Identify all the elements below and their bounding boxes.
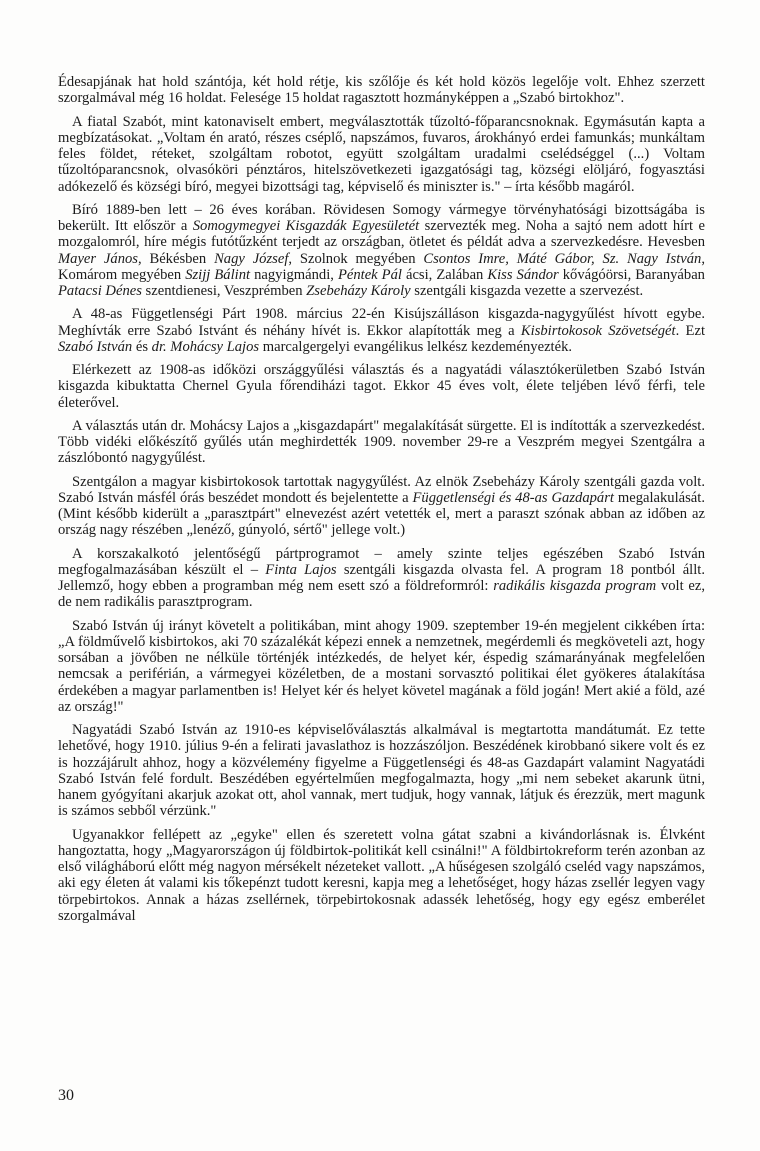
italic-text: radikális kisgazda program <box>493 578 657 594</box>
text-run: megalakulását. (Mint később kiderült a „parasztpárt" elnevezést azért vetették el, mert a paraszt szónak abban az időben az ország nagy részében „lenéző, gúnyoló, sértő" jellege volt.) <box>58 489 705 539</box>
paragraph <box>58 306 705 355</box>
text-run: kővágóörsi, Baranyában <box>558 266 705 283</box>
italic-text: Finta Lajos <box>265 561 337 578</box>
italic-text: Mayer János <box>58 250 138 267</box>
italic-text: Függetlenségi és 48-as Gazdapárt <box>412 489 614 506</box>
text-run: A 48-as Függetlenségi Párt 1908. március 22-én Kisújszálláson kisgazda-nagygyűlést hívott egybe. Meghívták erre Szabó Istvánt és néhány hívét is. Ekkor alapították meg a <box>58 306 705 339</box>
italic-text: Nagy József <box>214 250 289 267</box>
paragraph <box>58 722 705 820</box>
text-run: Nagyatádi Szabó István az 1910-es képviselőválasztás alkalmával is megtartotta mandátumát. Ez tette lehetővé, hogy 1910. július 9-én a felirati javaslathoz is hozzászóljon. Beszédének kirobbanó sikere volt és ez is hozzájárult ahhoz, hogy a közvélemény figyelme a Függetlenségi és 48-as Gazdapárt valamint Nagyatádi Szabó István felé fordult. Beszédében egyértelműen megfogalmazta, hogy „mi nem sebeket akarunk ütni, hanem gyógyítani akarjuk azokat ott, ahol vannak, mert tudjuk, hogy vannak, látjuk és érezzük, mert magunk is számos sebből vérzünk." <box>58 722 705 820</box>
italic-text: Patacsi Dénes <box>58 283 142 299</box>
text-run: Szabó István új irányt követelt a politikában, mint ahogy 1909. szeptember 19-én megjelent cikkében írta: „A földművelő kisbirtokos, aki 70 százalékát képezi ennek a nemzetnek, megérdemli és megköveteli azt, hogy sorsában a jövőben ne nélküle történjék intézkedés, de helyet kér, éspedig számarányának megfelelően nemcsak a periférián, a vármegyei közéletben, de a mostani sorvasztó politikai élet gyökeres átalakítása érdekében a magyar parlamentben is! Helyet kér és helyet követel magának a föld jogán! Mert akié a föld, azé az ország!" <box>58 617 705 715</box>
italic-text: Zsebeházy Károly <box>306 283 411 299</box>
paragraph <box>58 74 705 107</box>
italic-text: dr. Mohácsy Lajos <box>151 338 260 355</box>
text-run: Elérkezett az 1908-as időközi országgyűlési választás és a nagyatádi választókerületben Szabó István kisgazda kibuktatta Chernel Gyula főrendiházi tagot. Ekkor 45 éves volt, élete teljében lévő férfi, tele életerővel. <box>58 362 705 411</box>
page-number: 30 <box>58 1087 74 1104</box>
text-run: szervezték meg. Noha a sajtó nem adott hírt e mozgalomról, híre mégis futótűzként terjedt az országban, ötletet és példát adva a szervezkedésre. Hevesben <box>58 218 705 251</box>
italic-text: Szabó István <box>58 338 133 355</box>
text-run: marcalgergelyi evangélikus lelkész kezdeményezték. <box>259 338 573 355</box>
italic-text: Somogymegyei Kisgazdák Egyesületét <box>192 218 420 234</box>
paragraph <box>58 362 705 411</box>
text-run: szentgáli kisgazda vezette a szervezést. <box>410 283 644 299</box>
paragraph <box>58 202 705 300</box>
italic-text: Csontos Imre, Máté Gábor, Sz. Nagy István <box>423 250 702 267</box>
italic-text: Szijj Bálint <box>185 266 251 283</box>
paragraph <box>58 618 705 716</box>
paragraph <box>58 546 705 611</box>
text-run: Édesapjának hat hold szántója, két hold rétje, kis szőlője és két hold közös legelője volt. Ehhez szerzett szorgalmával még 16 holdat. Felesége 15 holdat ragasztott hozmányképpen a „Szabó birtokhoz". <box>58 74 705 107</box>
italic-text: Kisbirtokosok Szövetségét <box>520 322 676 339</box>
text-run: , Komárom megyében <box>58 250 705 283</box>
paragraph <box>58 827 705 925</box>
text-run: és <box>132 338 152 355</box>
paragraph <box>58 114 705 195</box>
text-run: , Békésben <box>137 250 215 267</box>
text-run: A fiatal Szabót, mint katonaviselt embert, megválasztották tűzoltó-főparancsnoknak. Egymásután kapta a megbízatásokat. „Voltam én arató, részes cséplő, napszámos, fuvaros, árokhányó erdei famunkás; munkáltam feles földet, réteket, szolgáltam robotot, együtt szolgáltam uradalmi cselédséggel (...) Voltam tűzoltóparancsnok, olvasóköri pénztáros, hitelszövetkezeti igazgatósági tag, községi elöljáró, fogyasztási adókezelő és községi bíró, megyei bizottsági tag, képviselő és miniszter is." – írta később magáról. <box>58 113 705 195</box>
text-run: szentgáli kisgazda olvasta fel. A program 18 pontból állt. Jellemző, hogy ebben a programban még nem esett szó a földreformról: <box>58 561 705 594</box>
text-run: Ugyanakkor fellépett az „egyke" ellen és szeretett volna gátat szabni a kivándorlásnak is. Élvként hangoztatta, hogy „Magyarországon új földbirtok-politikát kell csinálni!" A földbirtokreform terén azonban az első világháború előtt még nagyon mérsékelt nézeteket vallott. „A hűségesen szolgáló cseléd vagy napszámos, aki egy életen át valami kis tőkepénzt tudott keresni, kapja meg a lehetőséget, hogy házas zsellér legyen vagy törpebirtokos. Annak a házas zsellérnek, törpebirtokosnak adassék lehetőség, hogy egy egész emberélet szorgalmával <box>58 826 705 924</box>
text-run: A választás után dr. Mohácsy Lajos a „kisgazdapárt" megalakítását sürgette. El is indították a szervezkedést. Több vidéki előkészítő gyűlés után meghirdették 1909. november 29-re a Veszprém megyei Szentgálra a zászlóbontó nagygyűlést. <box>58 417 705 467</box>
text-run: , Szolnok megyében <box>288 250 424 267</box>
text-run: . Ezt <box>675 322 705 339</box>
text-run: ácsi, Zalában <box>401 266 488 283</box>
paragraph <box>58 474 705 539</box>
text-run: Bíró 1889-ben lett – 26 éves korában. Rövidesen Somogy vármegye törvényhatósági bizottságába is bekerült. Itt először a <box>58 201 705 234</box>
text-run: volt ez, de nem radikális parasztprogram. <box>58 578 706 611</box>
italic-text: Kiss Sándor <box>487 266 559 283</box>
italic-text: Péntek Pál <box>337 266 402 283</box>
text-run: nagyigmándi, <box>250 266 338 283</box>
text-run: szentdienesi, Veszprémben <box>141 283 307 299</box>
text-run: Szentgálon a magyar kisbirtokosok tartottak nagygyűlést. Az elnök Zsebeházy Károly szentgáli gazda volt. Szabó István másfél órás beszédet mondott és bejelentette a <box>58 473 705 506</box>
text-run: A korszakalkotó jelentőségű pártprogramot – amely szinte teljes egészében Szabó István megfogalmazásában készült el – <box>58 545 705 578</box>
body-text <box>58 74 705 931</box>
paragraph <box>58 418 705 467</box>
